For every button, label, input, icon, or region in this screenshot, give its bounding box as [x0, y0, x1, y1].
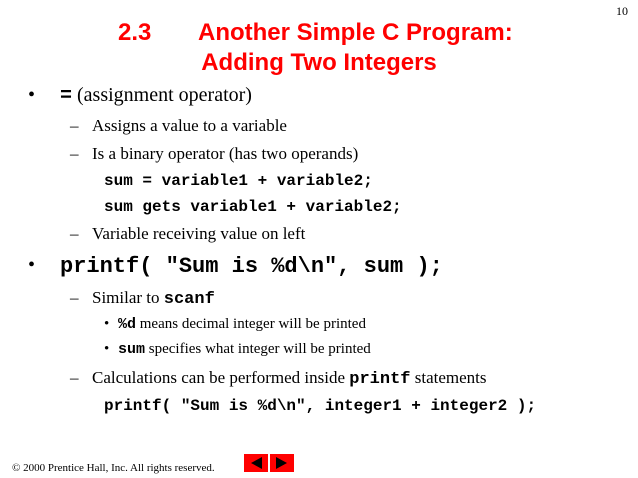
dash: – [70, 144, 79, 163]
printf-code: printf [349, 370, 411, 389]
subitem-calc-text: Calculations can be performed inside [92, 368, 346, 387]
subsub-2-code: sum [118, 341, 146, 358]
subsub-1-code: %d [118, 316, 137, 333]
dash: – [70, 116, 79, 135]
title-line-2: Adding Two Integers [201, 49, 437, 76]
prev-slide-button[interactable] [244, 454, 268, 472]
dash: – [70, 288, 79, 307]
bullet-dot: • [28, 84, 36, 106]
subitem-scanf-text: Similar to [92, 288, 160, 307]
subsub-1 [118, 316, 366, 333]
subitem-calc-tail: statements [414, 368, 487, 387]
next-slide-button[interactable] [270, 454, 294, 472]
copyright-footer: © 2000 Prentice Hall, Inc. All rights reserved. [12, 462, 215, 474]
subitem-calc [92, 368, 487, 389]
subitem-scanf [92, 288, 215, 309]
triangle-left-icon [249, 457, 263, 469]
bullet-1 [60, 84, 252, 108]
bullet-1-text: (assignment operator) [77, 84, 252, 106]
code-line-3: printf( "Sum is %d\n", integer1 + integer2 ); [104, 397, 537, 415]
subsub-2-text: specifies what integer will be printed [148, 341, 371, 357]
bullet-2-code: printf( "Sum is %d\n", sum ); [60, 254, 443, 279]
subitem-1: Assigns a value to a variable [92, 116, 287, 135]
scanf-code: scanf [163, 290, 215, 309]
sub-bullet-dot: • [104, 341, 110, 357]
subitem-3: Variable receiving value on left [92, 224, 306, 243]
dash: – [70, 224, 79, 243]
subsub-2 [118, 341, 371, 358]
code-line-1: sum = variable1 + variable2; [104, 172, 373, 190]
sub-bullet-dot: • [104, 316, 110, 332]
title-text-1: Another Simple C Program: [198, 19, 513, 46]
subitem-2: Is a binary operator (has two operands) [92, 144, 359, 163]
triangle-right-icon [275, 457, 289, 469]
page-number: 10 [616, 4, 628, 18]
section-number: 2.3 [118, 19, 152, 46]
dash: – [70, 368, 79, 387]
title-line-1 [118, 18, 513, 48]
code-line-2: sum gets variable1 + variable2; [104, 198, 402, 216]
bullet-1-code: = [60, 85, 73, 108]
subsub-1-text: means decimal integer will be printed [139, 316, 366, 332]
bullet-dot: • [28, 254, 36, 276]
